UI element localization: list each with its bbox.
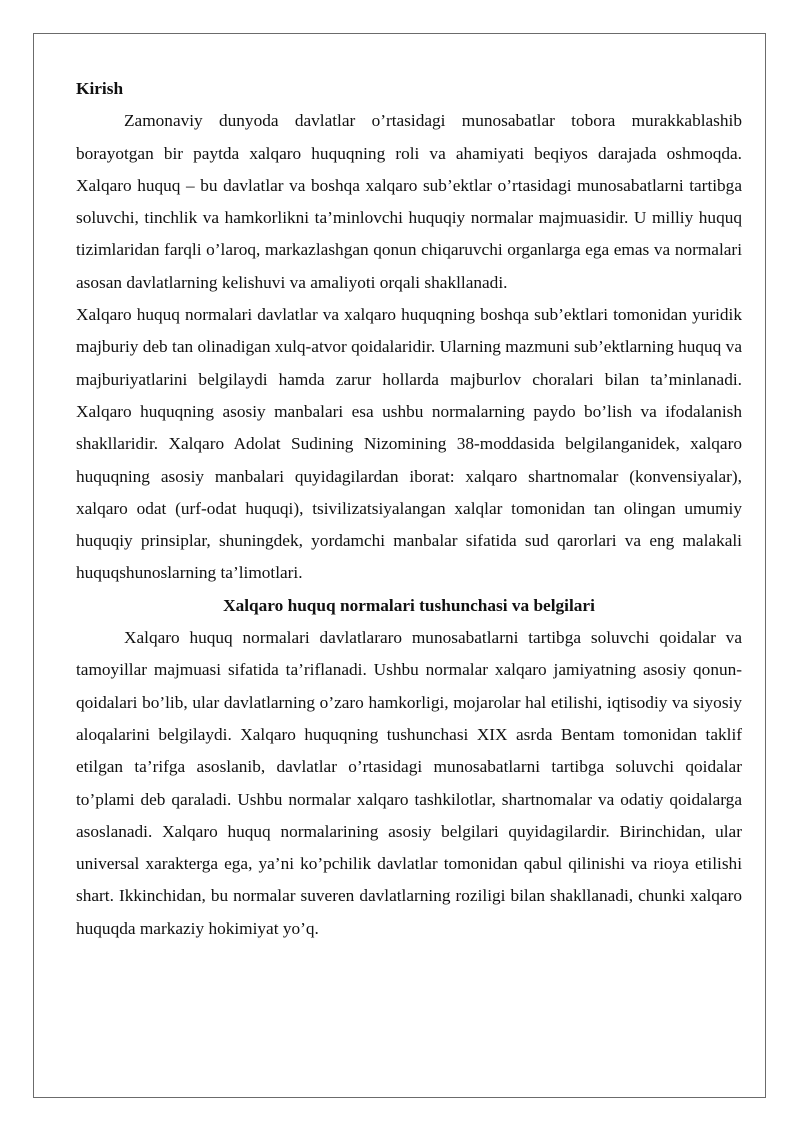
document-body	[76, 73, 742, 945]
section-heading-kirish: Kirish	[76, 79, 124, 98]
paragraph-norms-sources: Xalqaro huquq normalari davlatlar va xalqaro huquqning boshqa sub’ektlari tomonidan yuridik majburiy deb tan olinadigan xulq-atvor qoidalaridir. Ularning mazmuni sub’ektlarning huquq va majburiyatlarini belgilaydi hamda zarur hollarda majburlov choralari bilan ta’minlanadi. Xalqaro huquqning asosiy manbalari esa ushbu normalarning paydo bo’lish va ifodalanish shakllaridir. Xalqaro Adolat Sudining Nizomining 38-moddasida belgilanganidek, xalqaro huquqning asosiy manbalari quyidagilardan iborat: xalqaro shartnomalar (konvensiyalar), xalqaro odat (urf-odat huquqi), tsivilizatsiyalangan xalqlar tomonidan tan olingan umumiy huquqiy prinsiplar, shuningdek, yordamchi manbalar sifatida sud qarorlari va eng malakali huquqshunoslarning ta’limotlari.	[76, 305, 742, 583]
paragraph-intro: Zamonaviy dunyoda davlatlar o’rtasidagi munosabatlar tobora murakkablashib borayotgan bir paytda xalqaro huquqning roli va ahamiyati beqiyos darajada oshmoqda. Xalqaro huquq – bu davlatlar va boshqa xalqaro sub’ektlar o’rtasidagi munosabatlarni tartibga soluvchi, tinchlik va hamkorlikni ta’minlovchi huquqiy normalar majmuasidir. U milliy huquq tizimlaridan farqli o’laroq, markazlashgan qonun chiqaruvchi organlarga ega emas va normalari asosan davlatlarning kelishuvi va amaliyoti orqali shakllanadi.	[76, 111, 742, 292]
paragraph-norms-definition: Xalqaro huquq normalari davlatlararo munosabatlarni tartibga soluvchi qoidalar va tamoyillar majmuasi sifatida ta’riflanadi. Ushbu normalar xalqaro jamiyatning asosiy qonun-qoidalari bo’lib, ular davlatlarning o’zaro hamkorligi, mojarolar hal etilishi, iqtisodiy va siyosiy aloqalarini belgilaydi. Xalqaro huquqning tushunchasi XIX asrda Bentam tomonidan taklif etilgan ta’rifga asoslanib, davlatlar o’rtasidagi munosabatlarni tartibga soluvchi qoidalar to’plami deb qaraladi. Ushbu normalar xalqaro tashkilotlar, shartnomalar va odatiy qoidalarga asoslanadi. Xalqaro huquq normalarining asosiy belgilari quyidagilardir. Birinchidan, ular universal xarakterga ega, ya’ni ko’pchilik davlatlar tomonidan qabul qilinishi va rioya etilishi shart. Ikkinchidan, bu normalar suveren davlatlarning roziligi bilan shakllanadi, chunki xalqaro huquqda markaziy hokimiyat yo’q.	[76, 628, 742, 938]
section-heading-norms-concept: Xalqaro huquq normalari tushunchasi va belgilari	[223, 595, 595, 615]
